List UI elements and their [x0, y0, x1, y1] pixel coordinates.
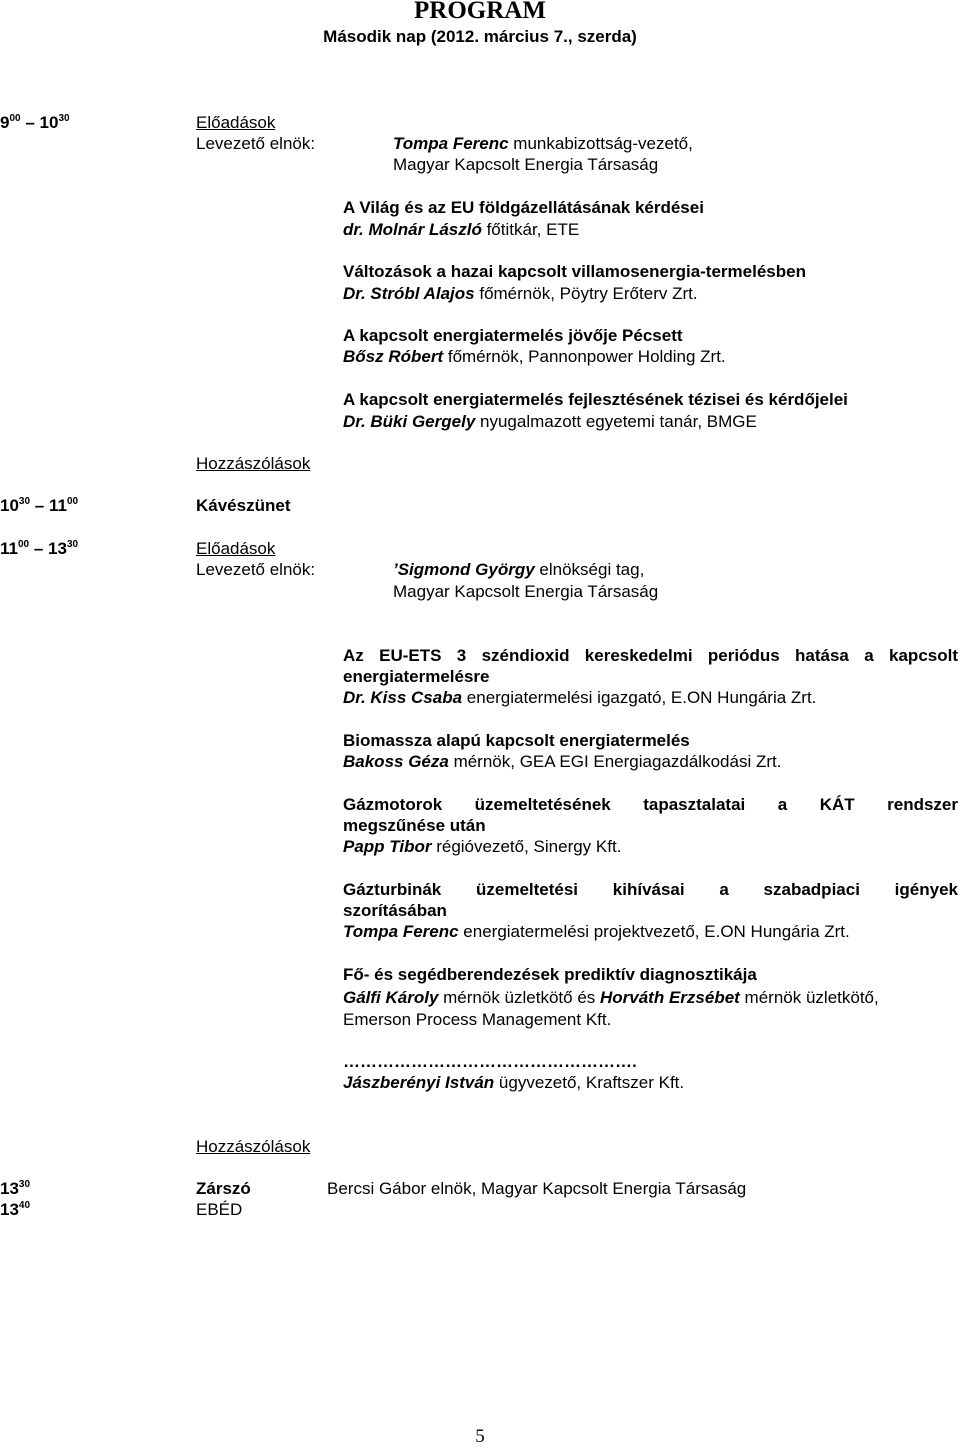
page-subtitle: Második nap (2012. március 7., szerda): [323, 27, 637, 46]
talk-speaker: Dr. Stróbl Alajos főmérnök, Pöytry Erőterv Zrt.: [343, 284, 698, 303]
talk-speaker: Papp Tibor régióvezető, Sinergy Kft.: [343, 837, 622, 856]
session1-discussion: Hozzászólások: [196, 454, 311, 473]
talk-speaker: Gálfi Károly mérnök üzletkötő és Horváth Erzsébet mérnök üzletkötő,: [343, 988, 879, 1007]
lunch-label: EBÉD: [196, 1200, 243, 1219]
page-title: PROGRAM: [414, 0, 546, 24]
talk-title: A kapcsolt energiatermelés jövője Pécsett: [343, 326, 683, 345]
session2-chair-org: Magyar Kapcsolt Energia Társaság: [393, 582, 659, 601]
session2-chair: ’Sigmond György elnökségi tag,: [393, 560, 645, 579]
session1-chair: Tompa Ferenc munkabizottság-vezető,: [393, 134, 693, 153]
talk-title: Gázturbinák üzemeltetési kihívásai a szabadpiaci igények: [343, 880, 958, 899]
talk-speaker: Dr. Kiss Csaba energiatermelési igazgató, E.ON Hungária Zrt.: [343, 688, 817, 707]
talk-affiliation-cont: Emerson Process Management Kft.: [343, 1010, 612, 1029]
lunch-time: $13^{40}$: [0, 1200, 31, 1219]
session1-chair-label: Levezető elnök:: [196, 134, 316, 153]
talk-title: A kapcsolt energiatermelés fejlesztésének tézisei és kérdőjelei: [343, 390, 848, 409]
closing-time: $13^{30}$: [0, 1179, 31, 1198]
talk-speaker: Dr. Büki Gergely nyugalmazott egyetemi tanár, BMGE: [343, 412, 757, 431]
session2-discussion: Hozzászólások: [196, 1137, 311, 1156]
talk-title: A Világ és az EU földgázellátásának kérdései: [343, 198, 704, 217]
talk-speaker: Bősz Róbert főmérnök, Pannonpower Holding Zrt.: [343, 347, 726, 366]
talk-title-cont: megszűnése után: [343, 816, 486, 835]
session1-chair-org: Magyar Kapcsolt Energia Társaság: [393, 155, 659, 174]
break-time: $10^{30} - 11^{00}$: [0, 496, 79, 515]
talk-title: Biomassza alapú kapcsolt energiatermelés: [343, 731, 690, 750]
talk-speaker: Bakoss Géza mérnök, GEA EGI Energiagazdálkodási Zrt.: [343, 752, 782, 771]
talk-title: Fő- és segédberendezések prediktív diagnosztikája: [343, 965, 757, 984]
break-label: Kávészünet: [196, 496, 291, 515]
talk-title: Változások a hazai kapcsolt villamosenergia-termelésben: [343, 262, 806, 281]
talk-title-cont: energiatermelésre: [343, 667, 490, 686]
talk-title: Gázmotorok üzemeltetésének tapasztalatai a KÁT rendszer: [343, 795, 958, 814]
talk-speaker: dr. Molnár László főtitkár, ETE: [343, 220, 580, 239]
session2-chair-label: Levezető elnök:: [196, 560, 316, 579]
talk-title: Az EU-ETS 3 széndioxid kereskedelmi periódus hatása a kapcsolt: [343, 646, 958, 665]
talk-title-cont: szorításában: [343, 901, 447, 920]
closing-label: Zárszó: [196, 1179, 251, 1198]
talk-title-placeholder: …………………………………………….: [343, 1052, 637, 1071]
session1-time: $9^{00} - 10^{30}$: [0, 113, 70, 132]
talk-speaker: Tompa Ferenc energiatermelési projektvezető, E.ON Hungária Zrt.: [343, 922, 850, 941]
session1-label: Előadások: [196, 113, 276, 132]
closing-speaker: Bercsi Gábor elnök, Magyar Kapcsolt Energia Társaság: [327, 1179, 747, 1198]
session2-label: Előadások: [196, 539, 276, 558]
page-number: 5: [475, 1426, 485, 1447]
talk-speaker: Jászberényi István ügyvezető, Kraftszer Kft.: [343, 1073, 685, 1092]
session2-time: $11^{00} - 13^{30}$: [0, 539, 79, 558]
